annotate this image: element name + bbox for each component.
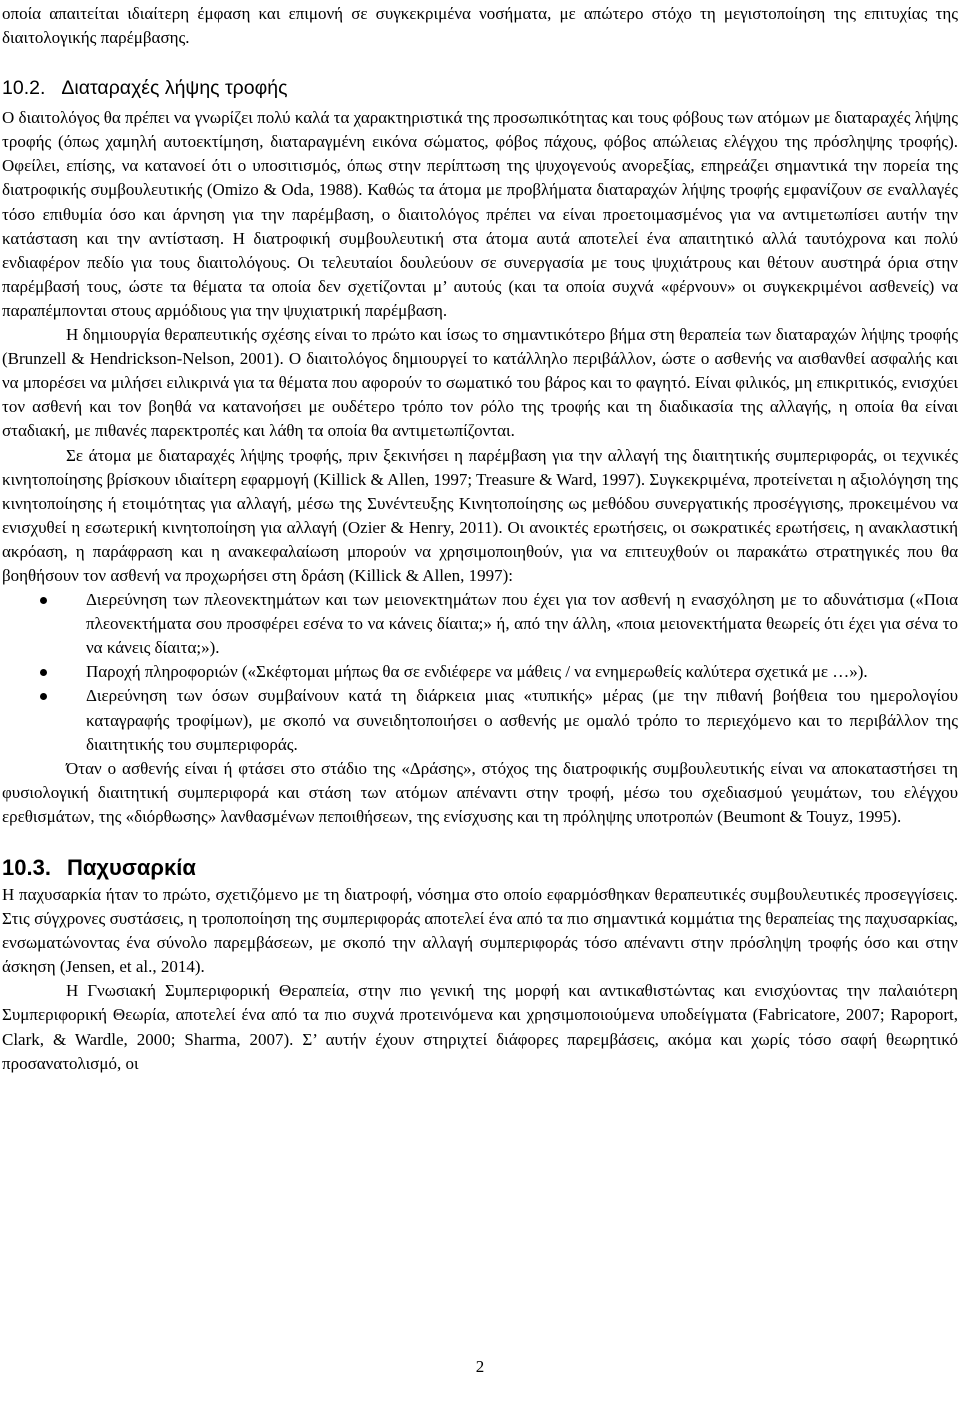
paragraph: Όταν ο ασθενής είναι ή φτάσει στο στάδιο της «Δράσης», στόχος της διατροφικής συμβουλευτικής είναι να αποκαταστήσει τη φυσιολογική διαιτητική συμπεριφορά και στάση των ατόμων απέναντι στην τροφή, μέσω του σχεδιασμού γευμάτων, του ελέγχου ερεθισμάτων, της «διόρθωσης» λανθασμένων πεποιθήσεων, της ενίσχυσης και τη πρόληψης υποτροπών (Beumont & Touyz, 1995).	[2, 758, 958, 826]
page-number: 2	[475, 1357, 485, 1376]
paragraph: Σε άτομα με διαταραχές λήψης τροφής, πριν ξεκινήσει η παρέμβαση για την αλλαγή της διαιτητικής συμπεριφοράς, οι τεχνικές κινητοποίησης βρίσκουν ιδιαίτερη εφαρμογή (Killick & Allen, 1997; Treasure & Ward, 1997). Συγκεκριμένα, προτείνεται η αξιολόγηση της κινητοποίησης ή ετοιμότητας για αλλαγή, μέσω της Συνέντευξης Κινητοποίησης ως μεθόδου συνεργατικής προσέγγισης, προκειμένου να ενισχυθεί η εσωτερική κινητοποίηση για αλλαγή (Ozier & Henry, 2011). Οι ανοικτές ερωτήσεις, οι σωκρατικές ερωτήσεις, η ανακλαστική ακρόαση, η παράφραση και η ανακεφαλαίωση μπορούν να χρησιμοποιηθούν, για να επιτευχθούν οι παρακάτω στρατηγικές που θα βοηθήσουν τον ασθενή να προχωρήσει στη δράση (Killick & Allen, 1997):	[2, 445, 958, 585]
section-title: Παχυσαρκία	[66, 855, 196, 880]
section-number: 10.2.	[2, 77, 46, 100]
paragraph: Η παχυσαρκία ήταν το πρώτο, σχετιζόμενο με τη διατροφή, νόσημα στο οποίο εφαρμόσθηκαν θεραπευτικές συμβουλευτικές προσεγγίσεις. Στις σύγχρονες συστάσεις, η τροποποίηση της συμπεριφοράς αποτελεί ένα από τα πιο σημαντικά κομμάτια της θεραπείας της παχυσαρκίας, ενσωματώνοντας ένα σύνολο παρεμβάσεων, με σκοπό την αλλαγή συμπεριφοράς τόσο απέναντι στην πρόσληψη τροφής όσο και στην άσκηση (Jensen, et al., 2014).	[2, 885, 958, 977]
section-title: Διαταραχές λήψης τροφής	[61, 77, 288, 100]
paragraph: Η Γνωσιακή Συμπεριφορική Θεραπεία, στην πιο γενική της μορφή και αντικαθιστώντας και ενισχύοντας την παλαιότερη Συμπεριφορική Θεωρία, αποτελεί ένα από τα πιο συχνά προτεινόμενα και χρησιμοποιούμενα υποδείγματα (Fabricatore, 2007; Rapoport, Clark, & Wardle, 2000; Sharma, 2007). Σ’ αυτήν έχουν στηριχτεί διάφορες παρεμβάσεις, ακόμα και χωρίς τόσο σαφή θεωρητικό προσανατολισμό, οι	[2, 981, 958, 1073]
list-item: Διερεύνηση των όσων συμβαίνουν κατά τη διάρκεια μιας «τυπικής» μέρας (με την πιθανή βοήθεια του ημερολογίου καταγραφής τροφίμων), με σκοπό να συνειδητοποιήσει ο ασθενής με ομαλό τρόπο το περιεχόμενο και το περιβάλλον της διαιτητικής του συμπεριφοράς.	[2, 684, 958, 756]
spacer	[2, 829, 958, 853]
paragraph: Η δημιουργία θεραπευτικής σχέσης είναι το πρώτο και ίσως το σημαντικότερο βήμα στη θεραπεία των διαταραχών λήψης τροφής (Brunzell & Hendrickson-Nelson, 2001). Ο διαιτολόγος δημιουργεί το κατάλληλο περιβάλλον, ώστε ο ασθενής να αισθανθεί ασφαλής και να μπορέσει να μιλήσει ειλικρινά για τα θέματα που αφορούν το σωματικό του βάρος και το φαγητό. Είναι φιλικός, μη επικριτικός, ενισχύει τον ασθενή και τον βοηθά να κατανοήσει με ουδέτερο τρόπο τον ρόλο της τροφής και τη διαδικασία της αλλαγής, η οποία θα είναι σταδιακή, με πιθανές παρεκτροπές και λάθη τα οποία θα αντιμετωπίζονται.	[2, 325, 958, 441]
paragraph: Ο διαιτολόγος θα πρέπει να γνωρίζει πολύ καλά τα χαρακτηριστικά της προσωπικότητας και τους φόβους των ατόμων με διαταραχές λήψης τροφής (όπως χαμηλή αυτοεκτίμηση, διαταραγμένη εικόνα σώματος, φόβος πάχους, φόβος απώλειας ελέγχου της πρόσληψης τροφής). Οφείλει, επίσης, να κατανοεί ότι ο υποσιτισμός, όπως στην περίπτωση της ψυχογενούς ανορεξίας, επηρεάζει σημαντικά την πορεία της διατροφικής συμβουλευτικής (Omizo & Oda, 1988). Καθώς τα άτομα με προβλήματα διαταραχών λήψης τροφής εμφανίζουν σε εναλλαγές τόσο επιθυμία όσο και άρνηση για την παρέμβαση, ο διαιτολόγος πρέπει να είναι προετοιμασμένος για να αντιμετωπίσει αυτήν την κατάσταση και την αντίσταση. Η διατροφική συμβουλευτική στα άτομα αυτά αποτελεί ένα απαιτητικό αλλά ταυτόχρονα και πολύ ενδιαφέρον πεδίο για τους διαιτολόγους. Οι τελευταίοι δουλεύουν σε συνεργασία με τους ψυχιάτρους και θέτουν αυστηρά όρια στην παρέμβασή τους, ώστε τα θέματα τα οποία δεν σχετίζονται μ’ αυτούς (και τα οποία συχνά «φέρνουν» οι συγκεκριμένοι ασθενείς) να παραπέμπονται στους αρμόδιους για την ψυχιατρική παρέμβαση.	[2, 108, 958, 320]
list-item: Διερεύνηση των πλεονεκτημάτων και των μειονεκτημάτων που έχει για τον ασθενή η ενασχόληση με το αδυνάτισμα («Ποια πλεονεκτήματα σου προσφέρει εσένα το να κάνεις δίαιτα;» ή, από την άλλη, «ποια μειονεκτήματα θεωρείς ότι έχει για σένα το να κάνεις δίαιτα;»).	[2, 588, 958, 660]
list-item: Παροχή πληροφοριών («Σκέφτομαι μήπως θα σε ενδιέφερε να μάθεις / να ενημερωθείς καλύτερα σχετικά με …»).	[2, 660, 958, 684]
section-number: 10.3.	[2, 855, 51, 880]
section-heading-obesity	[2, 853, 958, 883]
spacer	[2, 50, 958, 74]
section-heading-eating-disorders	[2, 74, 958, 102]
bullet-list	[2, 588, 958, 757]
intro-paragraph: οποία απαιτείται ιδιαίτερη έμφαση και επιμονή σε συγκεκριμένα νοσήματα, με απώτερο στόχο τη μεγιστοποίηση της επιτυχίας της διαιτολογικής παρέμβασης.	[2, 4, 958, 48]
